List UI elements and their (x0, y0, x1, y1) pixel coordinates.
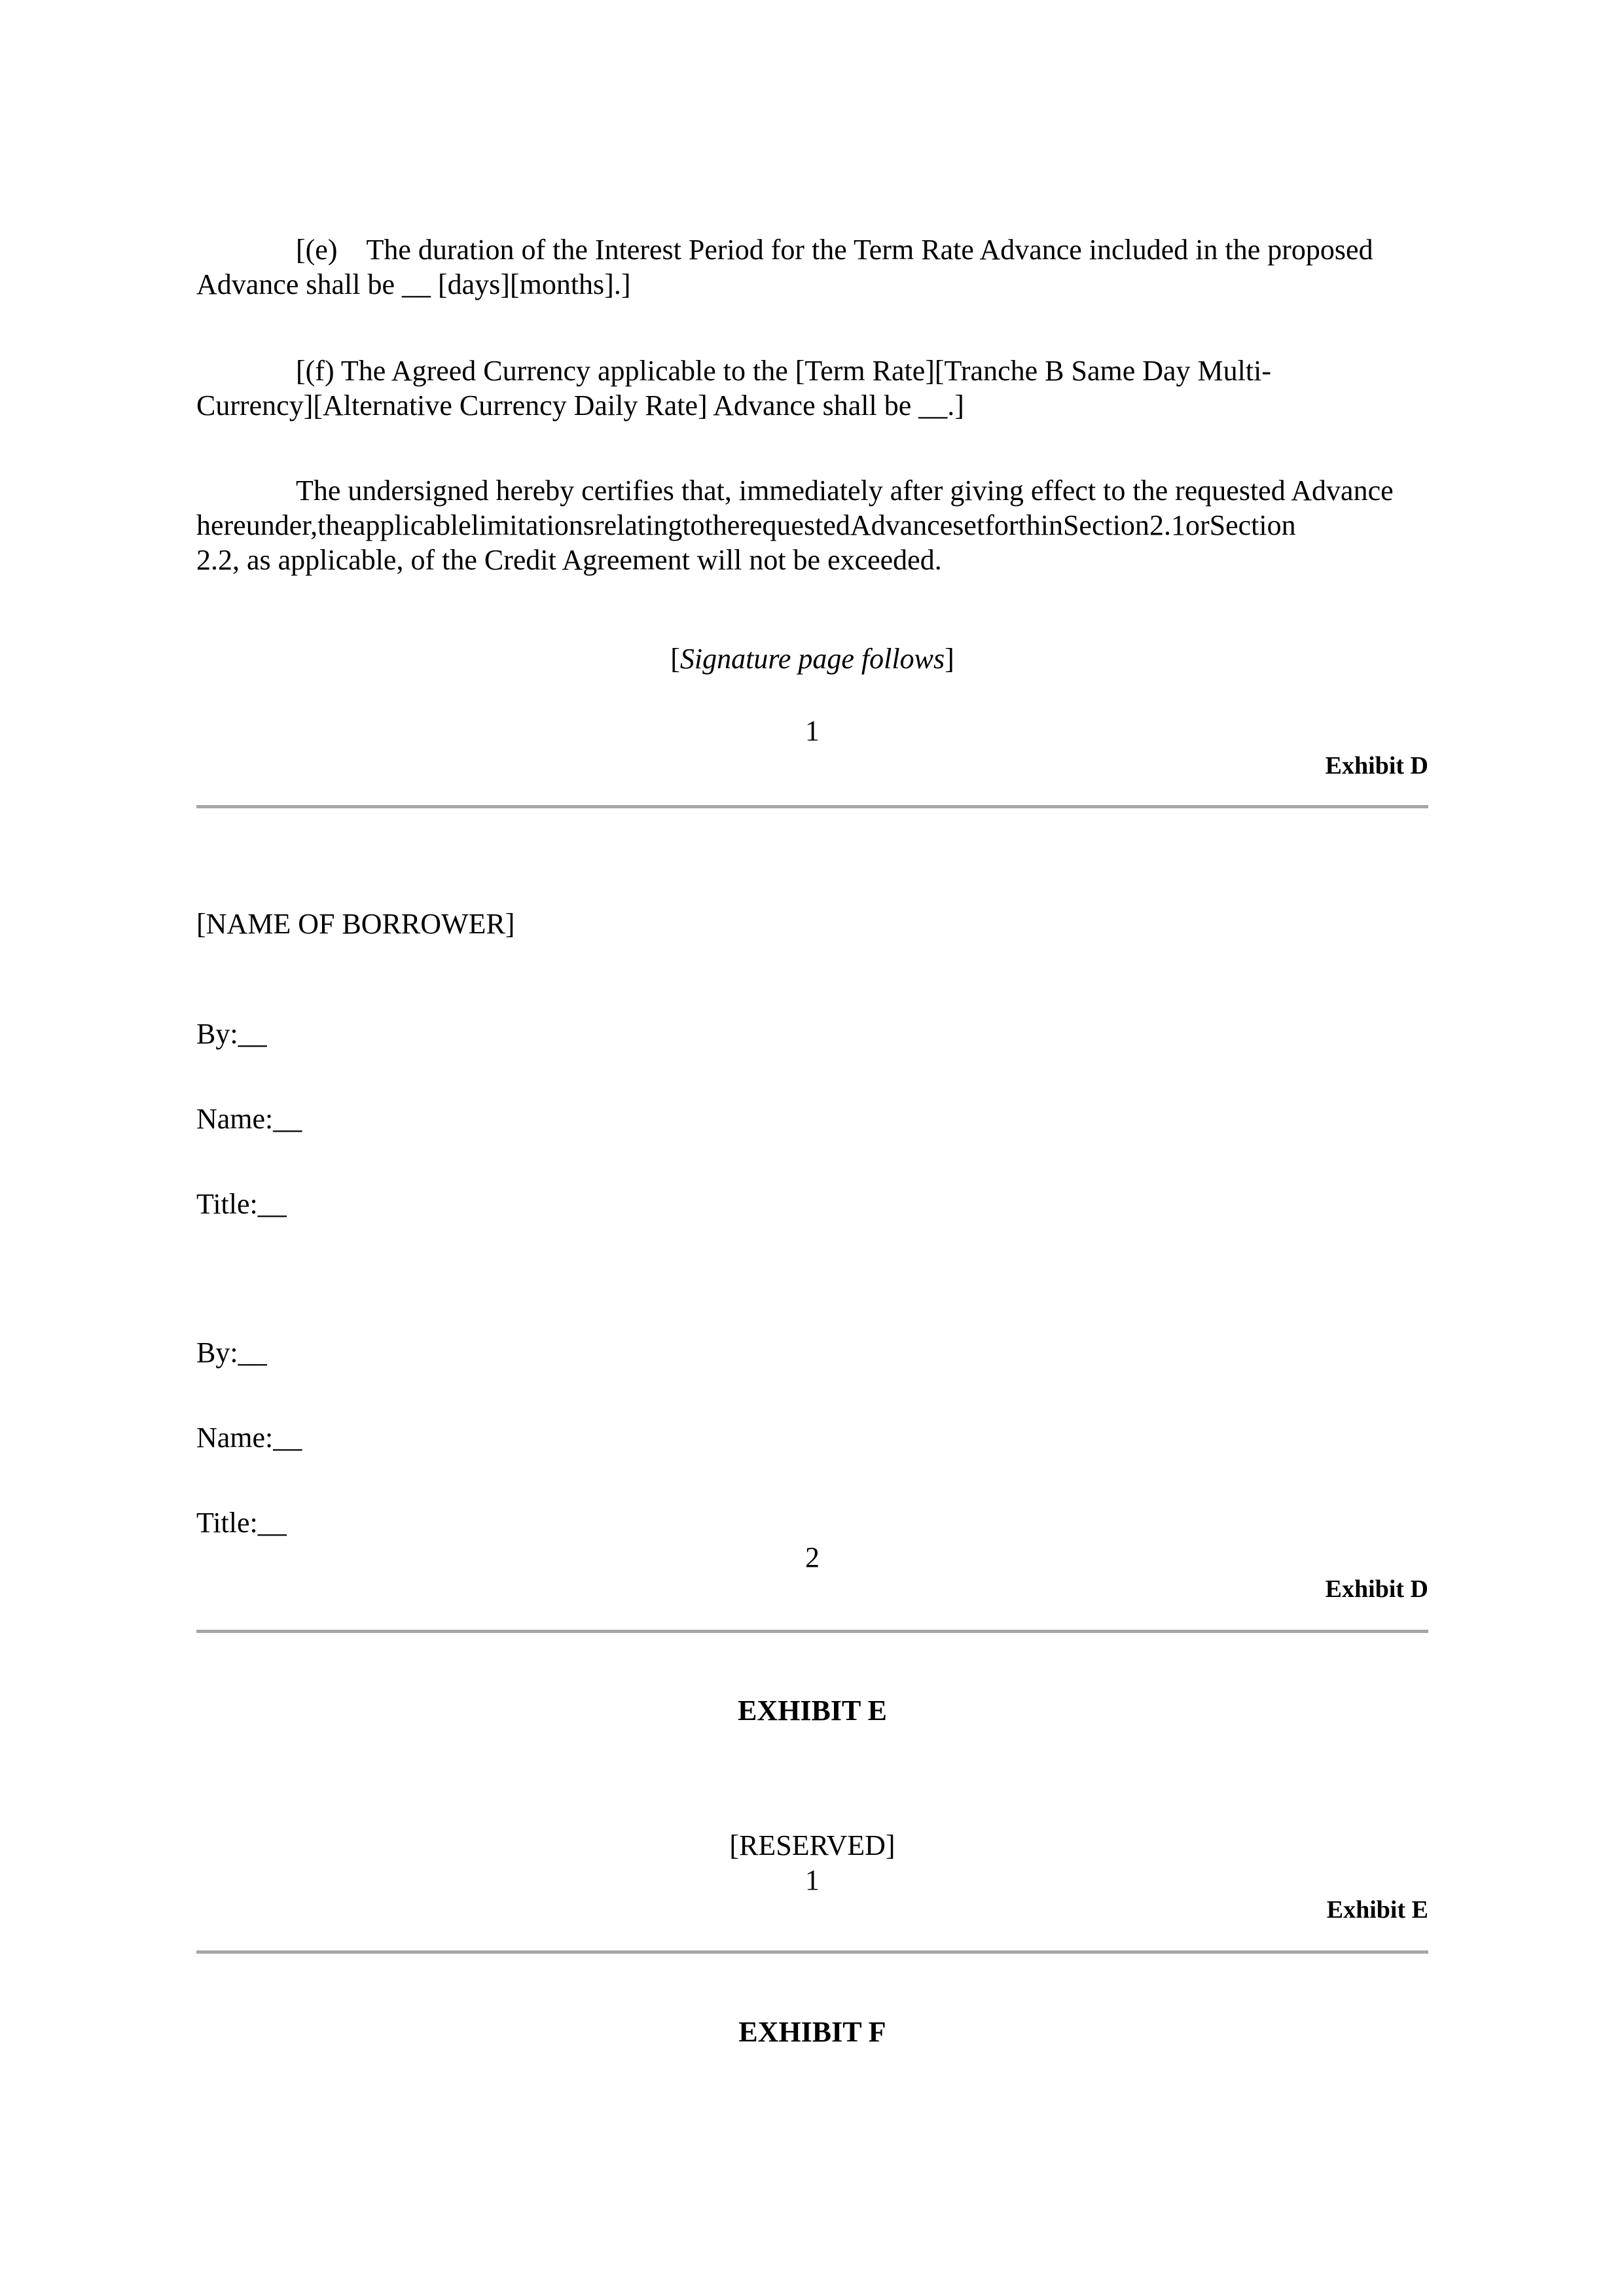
page-number: 1 (805, 715, 820, 747)
certification-paragraph (196, 473, 1428, 577)
word: 2.1 (1149, 509, 1185, 541)
word: the (704, 509, 740, 541)
certification-line-3: 2.2, as applicable, of the Credit Agreement will not be exceeded. (196, 544, 942, 576)
word: requested (740, 509, 850, 541)
footer-exhibit-label: Exhibit D (1325, 1575, 1428, 1603)
signature-title-line: Title:__ (196, 1188, 287, 1220)
word: Section (1209, 509, 1296, 541)
page-number: 1 (805, 1864, 820, 1896)
exhibit-heading: EXHIBIT F (738, 2016, 886, 2048)
page-number: 2 (805, 1541, 820, 1573)
word: Section (1062, 509, 1149, 541)
word: in (1040, 509, 1063, 541)
page-divider (196, 1630, 1428, 1633)
page-divider (196, 805, 1428, 808)
paragraph-e-line-2: Advance shall be __ [days][months].] (196, 268, 631, 300)
signature-note-open: [ (670, 643, 680, 675)
word: the (317, 509, 353, 541)
footer-exhibit-label: Exhibit D (1325, 752, 1428, 780)
exhibit-heading: EXHIBIT E (738, 1695, 887, 1727)
paragraph-f (196, 353, 1428, 423)
word: relating (594, 509, 683, 541)
word: set (952, 509, 985, 541)
certification-line-1: The undersigned hereby certifies that, immediately after giving effect to the requested Advance (296, 475, 1394, 507)
paragraph-f-line-1: [(f) The Agreed Currency applicable to the [Term Rate][Tranche B Same Day Multi- (296, 355, 1271, 387)
signature-name-line: Name:__ (196, 1103, 302, 1135)
paragraph-e (196, 232, 1428, 302)
certification-line-2 (196, 508, 1428, 543)
word: limitations (471, 509, 594, 541)
word: or (1185, 509, 1210, 541)
signature-name-line: Name:__ (196, 1422, 302, 1454)
word: forth (984, 509, 1041, 541)
footer-exhibit-label: Exhibit E (1326, 1896, 1428, 1924)
signature-by-line: By:__ (196, 1336, 267, 1369)
borrower-name: [NAME OF BORROWER] (196, 908, 515, 940)
paragraph-e-line-1: [(e) The duration of the Interest Period for the Term Rate Advance included in the proposed (296, 234, 1373, 266)
page-divider (196, 1950, 1428, 1954)
word: Advance (850, 509, 953, 541)
signature-page-note (196, 641, 1428, 676)
signature-note-close: ] (945, 643, 954, 675)
word: applicable (352, 509, 471, 541)
word: to (682, 509, 705, 541)
signature-note-italic: Signature page follows (679, 643, 945, 675)
word: hereunder, (196, 509, 318, 541)
signature-by-line: By:__ (196, 1018, 267, 1050)
paragraph-f-line-2: Currency][Alternative Currency Daily Rate] Advance shall be __.] (196, 389, 964, 422)
signature-title-line: Title:__ (196, 1507, 287, 1539)
reserved-text: [RESERVED] (729, 1829, 895, 1861)
